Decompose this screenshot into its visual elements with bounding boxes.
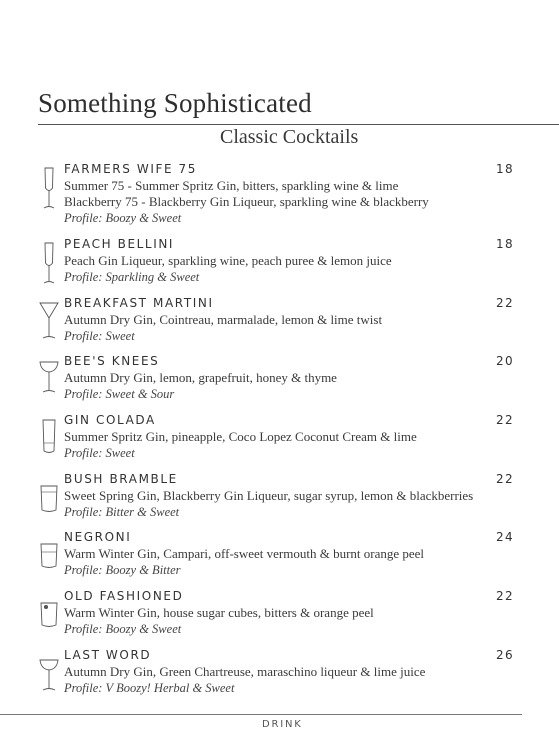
item-name: FARMERS WIFE 75 [64, 162, 198, 176]
item-description: Summer Spritz Gin, pineapple, Coco Lopez Coconut Cream & lime [64, 429, 417, 444]
item-profile: Profile: Sweet [64, 446, 135, 460]
item-description-secondary: Blackberry 75 - Blackberry Gin Liqueur, sparkling wine & blackberry [64, 194, 429, 209]
highball-glass-icon [38, 417, 60, 463]
coupe-glass-icon [38, 358, 60, 404]
title-divider [38, 124, 559, 125]
item-price: 18 [496, 237, 515, 251]
item-price: 22 [496, 589, 515, 603]
item-price: 22 [496, 296, 515, 310]
item-price: 24 [496, 530, 515, 544]
menu-item [0, 648, 559, 704]
item-description: Sweet Spring Gin, Blackberry Gin Liqueur, sugar syrup, lemon & blackberries [64, 488, 474, 503]
menu-item [0, 530, 559, 586]
item-price: 20 [496, 354, 515, 368]
item-price: 18 [496, 162, 515, 176]
item-name: BUSH BRAMBLE [64, 472, 178, 486]
item-description: Warm Winter Gin, house sugar cubes, bitters & orange peel [64, 605, 374, 620]
item-description: Warm Winter Gin, Campari, off-sweet vermouth & burnt orange peel [64, 546, 425, 561]
martini-glass-icon [38, 300, 60, 346]
menu-item [0, 472, 559, 528]
flute-glass-icon [38, 166, 60, 212]
coupe-glass-icon [38, 652, 60, 698]
old-fashioned-glass-icon [38, 593, 60, 639]
item-profile: Profile: Sweet [64, 329, 135, 343]
menu-item [0, 354, 559, 410]
item-name: BEE'S KNEES [64, 354, 160, 368]
item-name: PEACH BELLINI [64, 237, 175, 251]
item-name: OLD FASHIONED [64, 589, 184, 603]
section-subtitle: Classic Cocktails [220, 126, 359, 148]
item-name: NEGRONI [64, 530, 132, 544]
item-name: LAST WORD [64, 648, 152, 662]
item-description: Peach Gin Liqueur, sparkling wine, peach puree & lemon juice [64, 253, 392, 268]
item-description: Autumn Dry Gin, Cointreau, marmalade, lemon & lime twist [64, 312, 383, 327]
menu-item [0, 162, 559, 225]
item-description: Autumn Dry Gin, Green Chartreuse, maraschino liqueur & lime juice [64, 664, 426, 679]
footer-divider [0, 714, 522, 715]
item-profile: Profile: V Boozy! Herbal & Sweet [64, 681, 235, 695]
item-name: BREAKFAST MARTINI [64, 296, 214, 310]
item-profile: Profile: Sweet & Sour [64, 387, 175, 401]
page-title: Something Sophisticated [38, 88, 312, 118]
item-profile: Profile: Boozy & Sweet [64, 211, 182, 225]
flute-glass-icon [38, 241, 60, 287]
item-description: Summer 75 - Summer Spritz Gin, bitters, sparkling wine & lime [64, 178, 399, 193]
footer-label: DRINK [262, 719, 303, 730]
item-price: 22 [496, 472, 515, 486]
item-profile: Profile: Sparkling & Sweet [64, 270, 200, 284]
menu-item [0, 237, 559, 293]
item-price: 22 [496, 413, 515, 427]
menu-item [0, 589, 559, 645]
menu-item [0, 296, 559, 352]
item-profile: Profile: Boozy & Sweet [64, 622, 182, 636]
item-price: 26 [496, 648, 515, 662]
rocks-glass-icon [38, 534, 60, 580]
item-profile: Profile: Bitter & Sweet [64, 505, 180, 519]
item-description: Autumn Dry Gin, lemon, grapefruit, honey & thyme [64, 370, 337, 385]
menu-item [0, 413, 559, 469]
tumbler-glass-icon [38, 476, 60, 522]
item-profile: Profile: Boozy & Bitter [64, 563, 181, 577]
item-name: GIN COLADA [64, 413, 156, 427]
